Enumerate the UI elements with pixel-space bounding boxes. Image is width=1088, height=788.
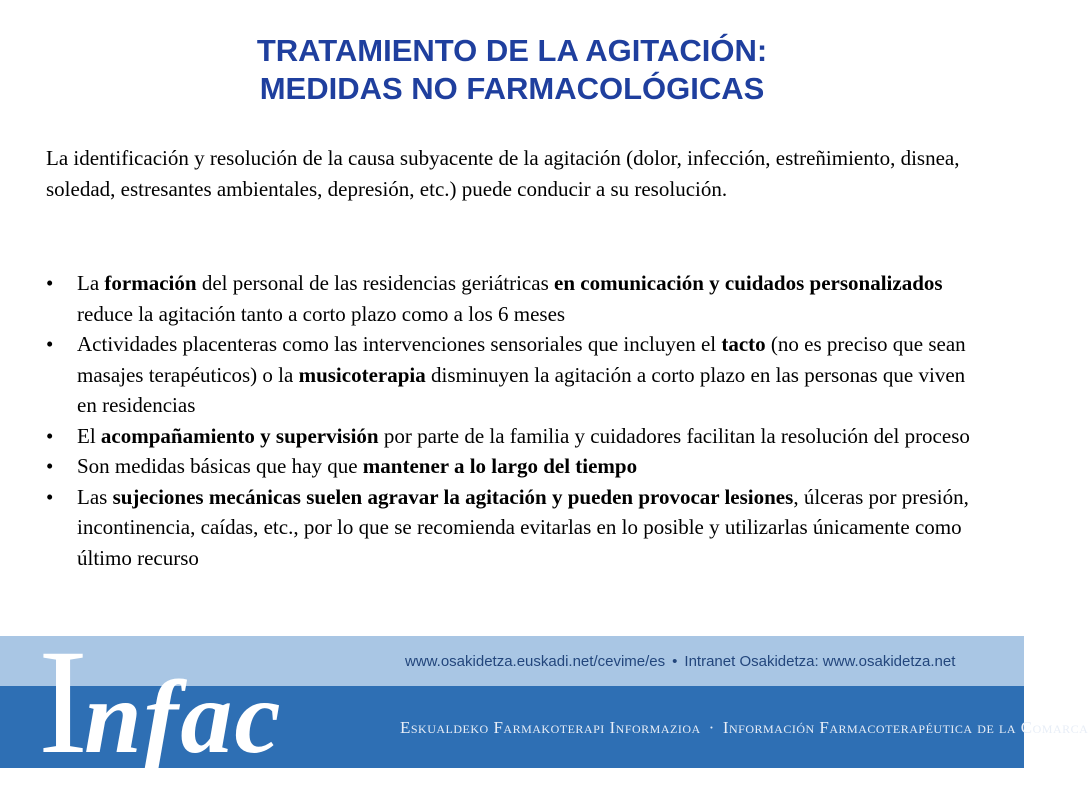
bullet-item <box>46 268 986 329</box>
footer-links <box>405 653 955 670</box>
bullet-list <box>46 268 986 573</box>
slide-title-line-2: MEDIDAS NO FARMACOLÓGICAS <box>259 71 765 106</box>
bullet-bold-text: tacto <box>721 332 766 356</box>
infac-logo-rest: nfac <box>83 660 283 775</box>
bullet-item <box>46 482 986 574</box>
bullet-bold-text: formación <box>104 271 197 295</box>
bullet-text: Actividades placenteras como las intervenciones sensoriales que incluyen el <box>77 332 722 356</box>
infac-logo-initial: I <box>38 619 84 785</box>
bullet-bold-text: en comunicación y cuidados personalizados <box>554 271 943 295</box>
footer-separator: • <box>672 653 678 670</box>
bullet-text: disminuyen la agitación a corto plazo en las personas que viven en residencias <box>77 362 966 417</box>
bullet-text: del personal de las residencias geriátricas <box>196 271 554 295</box>
bullet-bold-text: acompañamiento y supervisión <box>100 423 379 448</box>
bullet-text: El <box>77 423 101 448</box>
bullet-text: , úlceras por presión, incontinencia, caídas, etc., por lo que se recomienda evitarlas en lo posible y utilizarlas únicamente como último recurso <box>77 484 969 570</box>
intranet-link[interactable]: Intranet Osakidetza: www.osakidetza.net <box>684 653 956 670</box>
slide-title <box>0 32 1024 108</box>
footer-subtitle-separator: · <box>708 718 715 737</box>
footer-subtitle <box>400 718 1088 738</box>
bullet-item <box>46 421 986 452</box>
bullet-text: reduce la agitación tanto a corto plazo como a los 6 meses <box>77 301 566 326</box>
footer-subtitle-spanish: Información Farmacoterapéutica de la Comarca <box>722 718 1088 737</box>
bullet-text: Son medidas básicas que hay que <box>77 454 363 478</box>
bullet-item <box>46 329 986 421</box>
bullet-text: La <box>77 271 105 295</box>
footer-banner <box>0 619 1088 785</box>
bullet-item <box>46 451 986 482</box>
bullet-bold-text: sujeciones mecánicas suelen agravar la agitación y pueden provocar lesiones <box>112 484 794 509</box>
slide-title-line-1: TRATAMIENTO DE LA AGITACIÓN: <box>256 33 768 68</box>
bullet-text: (no es preciso que sean masajes terapéuticos) o la <box>77 332 966 387</box>
cevime-link[interactable]: www.osakidetza.euskadi.net/cevime/es <box>405 653 666 670</box>
bullet-bold-text: musicoterapia <box>298 362 426 387</box>
intro-paragraph: La identificación y resolución de la causa subyacente de la agitación (dolor, infección, estreñimiento, disnea, soledad, estresantes ambientales, depresión, etc.) puede conducir a su resolución. <box>46 146 960 201</box>
bullet-text: Las <box>77 484 113 509</box>
infac-logo <box>38 616 283 788</box>
bullet-text: por parte de la familia y cuidadores facilitan la resolución del proceso <box>378 423 970 448</box>
footer-subtitle-basque: Eskualdeko Farmakoterapi Informazioa <box>400 718 701 737</box>
bullet-bold-text: mantener a lo largo del tiempo <box>362 454 638 478</box>
